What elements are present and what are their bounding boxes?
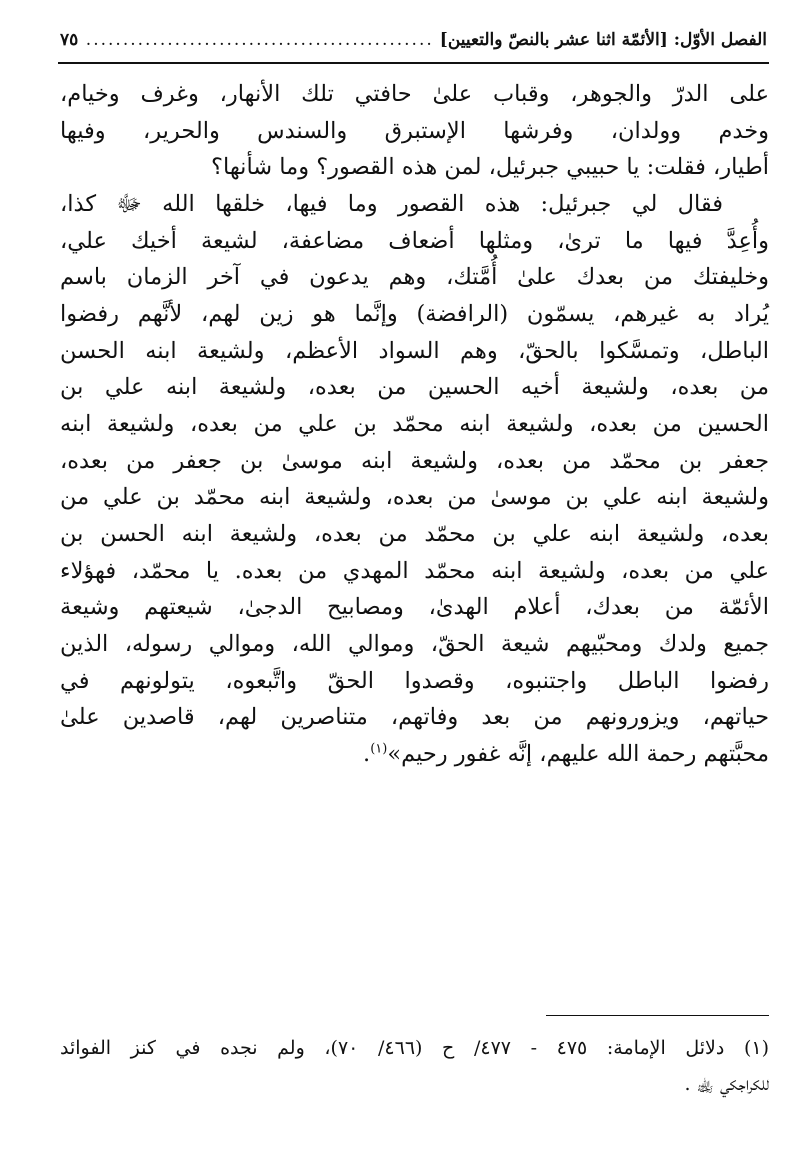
text-line: الأئمّة من بعدك، أعلام الهدىٰ، ومصابيح الدجىٰ، شيعتهم وشيعة — [60, 594, 769, 621]
footnote — [60, 1030, 769, 1102]
page-number: ٧٥ — [60, 30, 79, 50]
text-line: بعده، ولشيعة ابنه علي بن محمّد من بعده، ولشيعة ابنه الحسن بن — [60, 521, 769, 548]
text-line: أطيار، فقلت: يا حبيبي جبرئيل، لمن هذه القصور؟ وما شأنها؟ — [211, 154, 769, 181]
text-line: علي من بعده، ولشيعة ابنه محمّد المهدي من بعده. يا محمّد، فهؤلاء — [60, 557, 769, 584]
chapter-title: الفصل الأوّل: [الأئمّة اثنا عشر بالنصّ والتعيين] — [439, 30, 767, 50]
text-line: حياتهم، ويزورونهم من بعد وفاتهم، متناصرين لهم، قاصدين علىٰ — [60, 704, 769, 731]
text-line: الحسين من بعده، ولشيعة ابنه محمّد بن علي من بعده، ولشيعة ابنه — [60, 411, 769, 438]
main-text — [60, 76, 769, 773]
text-line: محبَّتهم رحمة الله عليهم، إنَّه غفور رحيم» — [387, 741, 769, 768]
text-line: يُراد به غيرهم، يسمّون (الرافضة) وإنَّما هو زين لهم، لأنَّهم رفضوا — [60, 301, 769, 328]
text-line: وخدم وولدان، وفرشها الإستبرق والسندس والحرير، وفيها — [60, 117, 769, 144]
running-header — [60, 30, 767, 50]
header-rule — [58, 62, 769, 64]
footnote-line: (١) دلائل الإمامة: ٤٧٥ - ٤٧٧/ ح (٤٦٦/ ٧٠)، ولم نجده في كنز الفوائد — [60, 1037, 769, 1059]
text-line: وأُعِدَّ فيها ما ترىٰ، ومثلها أضعاف مضاعفة، لشيعة أخيك علي، — [60, 227, 769, 254]
text-line: فقال لي جبرئيل: هذه القصور وما فيها، خلقها الله ﷻ كذا، — [60, 191, 723, 218]
text-line: جعفر بن محمّد من بعده، ولشيعة ابنه موسىٰ بن جعفر من بعده، — [60, 447, 769, 474]
text-line: رفضوا الباطل واجتنبوه، وقصدوا الحقّ واتَّبعوه، يتولونهم في — [60, 667, 769, 694]
text-line: الباطل، وتمسَّكوا بالحقّ، وهم السواد الأعظم، ولشيعة ابنه الحسن — [60, 337, 769, 364]
text-line: وخليفتك من بعدك علىٰ أُمَّتك، وهم يدعون في آخر الزمان باسم — [60, 264, 769, 291]
leader-dots — [84, 30, 434, 50]
text-line: من بعده، ولشيعة أخيه الحسين من بعده، ولشيعة ابنه علي بن — [60, 374, 769, 401]
footnote-line: للكراجكي ﵀ . — [684, 1073, 769, 1096]
text-line: جميع ولدك ومحبّيهم شيعة الحقّ، وموالي الله، وموالي رسوله، الذين — [60, 631, 769, 658]
final-punctuation: . — [363, 741, 371, 768]
text-line: ولشيعة ابنه علي بن موسىٰ من بعده، ولشيعة ابنه محمّد بن علي من — [60, 484, 769, 511]
text-line: على الدرّ والجوهر، وقباب علىٰ حافتي تلك الأنهار، وغرف وخيام، — [60, 81, 769, 107]
footnote-rule — [546, 1015, 769, 1016]
footnote-marker: (١) — [370, 741, 388, 757]
text-line-final — [60, 736, 769, 773]
